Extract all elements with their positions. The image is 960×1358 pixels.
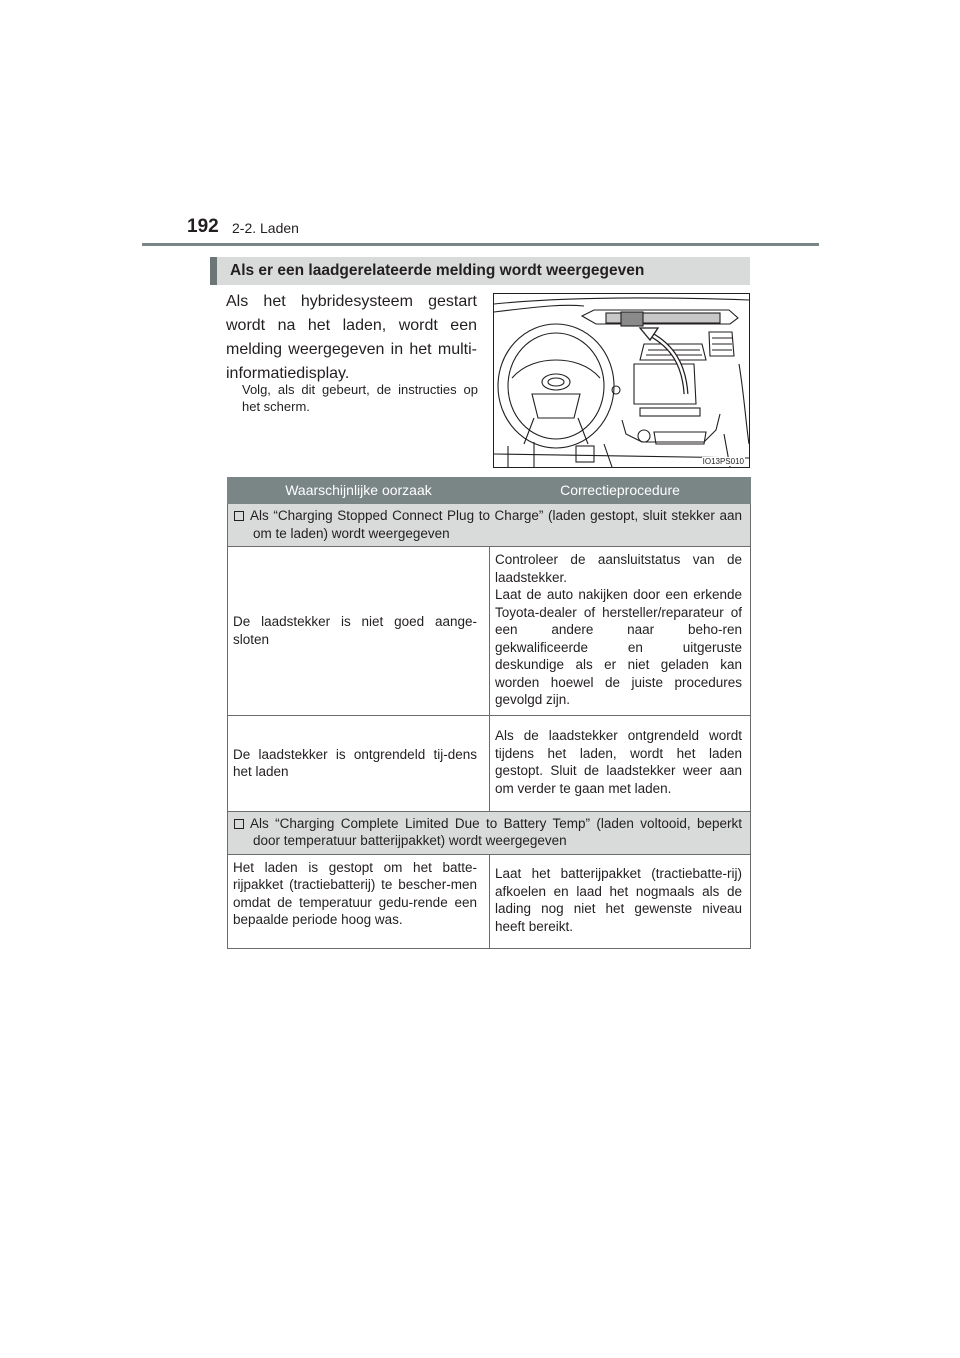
procedure-text-line: Controleer de aansluitstatus van de laadstekker. Laat de auto nakijken door een erkende Toyota-dealer of hersteller/reparateur of een andere naar beho-ren gekwalificeerde en uitgeruste deskundige als er niet geladen kan worden hoewel de juiste procedures gevolgd zijn. xyxy=(495,552,742,707)
group-title: Als “Charging Complete Limited Due to Battery Temp” (laden voltooid, beperkt door temperatuur batterijpakket) wordt weergegeven xyxy=(250,815,742,848)
table-row xyxy=(228,854,751,948)
procedure-cell xyxy=(490,547,751,716)
column-header-procedure: Correctieprocedure xyxy=(490,478,751,504)
header-rule xyxy=(142,243,819,246)
procedure-cell: Als de laadstekker ontgrendeld wordt tijdens het laden, wordt het laden gestopt. Sluit de laadstekker weer aan om verder te gaan met laden. xyxy=(490,715,751,811)
dashboard-illustration-icon xyxy=(494,294,749,467)
checkbox-icon xyxy=(234,511,244,521)
checkbox-icon xyxy=(234,819,244,829)
cause-cell: De laadstekker is niet goed aange-sloten xyxy=(228,547,490,716)
group-title: Als “Charging Stopped Connect Plug to Charge” (laden gestopt, sluit stekker aan om te laden) wordt weergegeven xyxy=(250,508,742,541)
table-row xyxy=(228,715,751,811)
cause-procedure-table xyxy=(227,477,751,949)
section-heading-bar xyxy=(210,257,750,285)
cause-cell: Het laden is gestopt om het batte-rijpakket (tractiebatterij) te bescher-men omdat de temperatuur gedu-rende een bepaalde periode hoog was. xyxy=(228,854,490,948)
table-group-row xyxy=(228,504,751,547)
column-header-cause: Waarschijnlijke oorzaak xyxy=(228,478,490,504)
table-group-row xyxy=(228,811,751,854)
page-number: 192 xyxy=(187,216,219,237)
figure-code: IO13PS010 xyxy=(702,457,744,466)
procedure-cell: Laat het batterijpakket (tractiebatte-rij) afkoelen en laad het nogmaals als de lading nog niet het gewenste niveau heeft bereikt. xyxy=(490,854,751,948)
intro-paragraph: Als het hybridesysteem gestart wordt na het laden, wordt een melding weergegeven in het multi-informatiedisplay. xyxy=(226,293,477,382)
dashboard-figure xyxy=(493,293,750,468)
intro-note: Volg, als dit gebeurt, de instructies op het scherm. xyxy=(242,382,478,414)
section-label: 2-2. Laden xyxy=(232,220,299,236)
section-heading: Als er een laadgerelateerde melding wordt weergegeven xyxy=(230,262,645,279)
table-row xyxy=(228,547,751,716)
table-header-row xyxy=(228,478,751,504)
cause-cell: De laadstekker is ontgrendeld tij-dens het laden xyxy=(228,715,490,811)
